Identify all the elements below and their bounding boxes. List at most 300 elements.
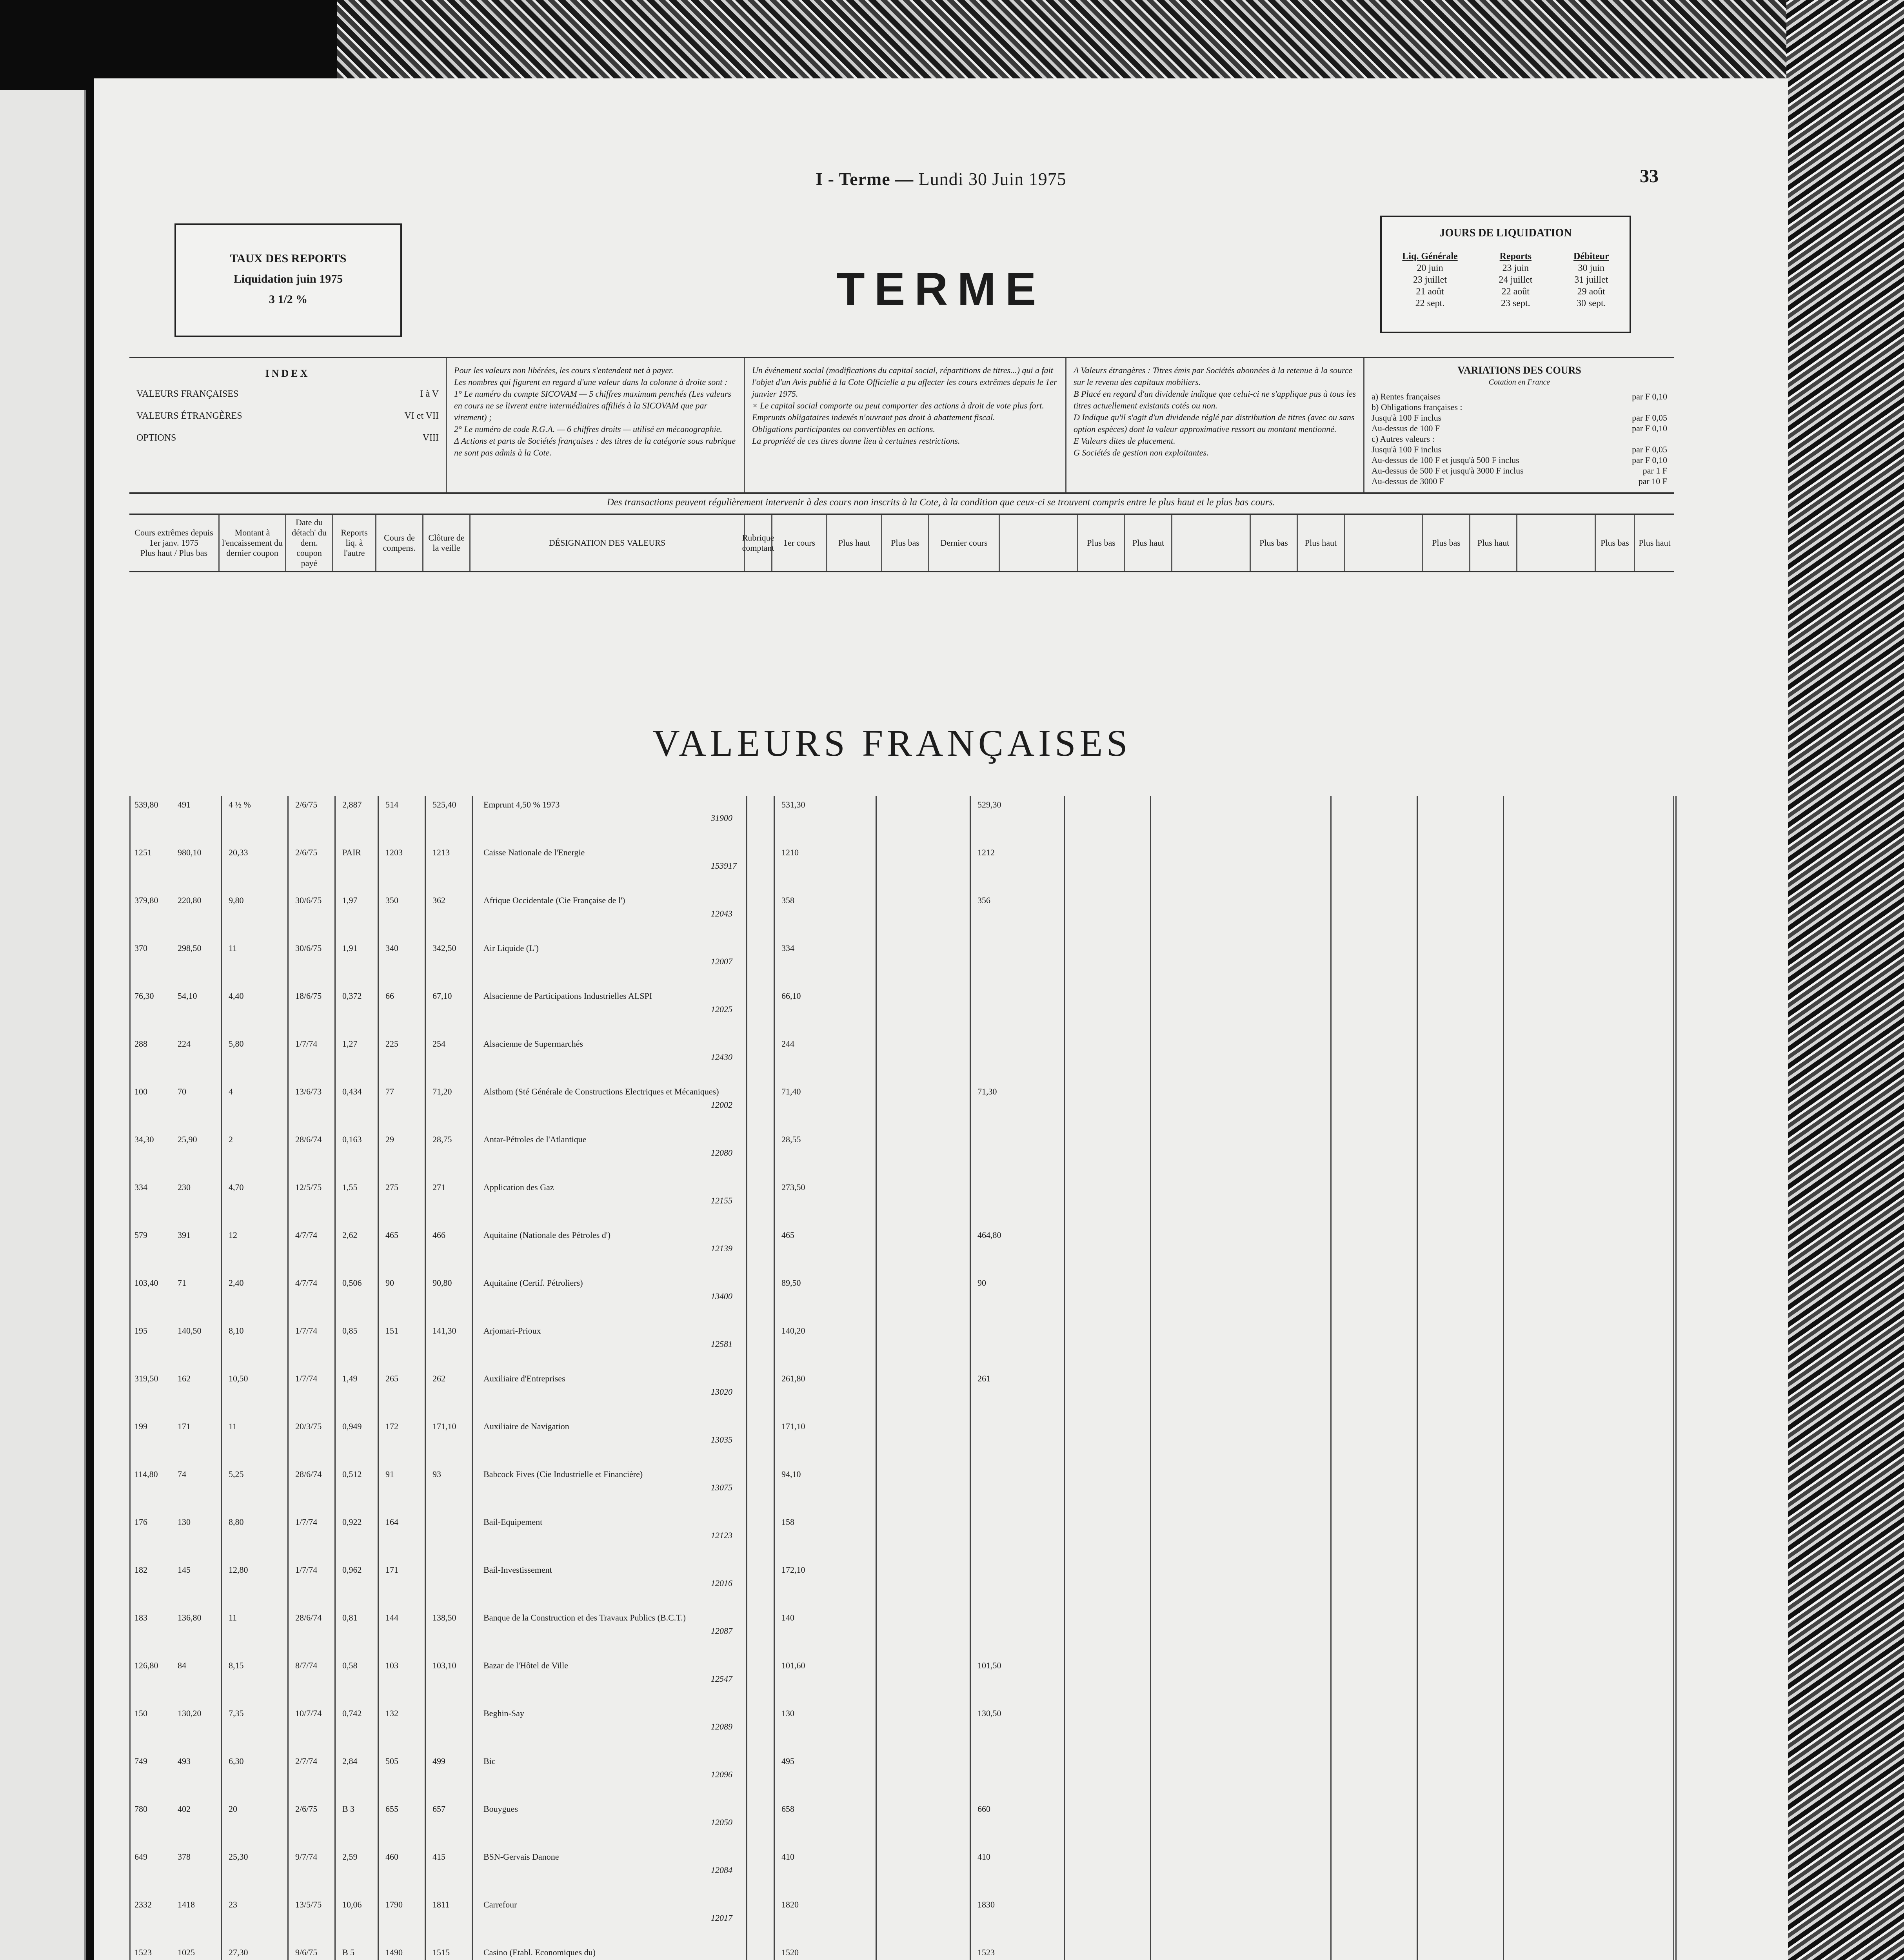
cell-code: 12002 <box>711 1100 732 1110</box>
page-title: TERME <box>836 263 1046 315</box>
binding-pattern-right <box>1786 0 1904 1960</box>
cell-name: BSN-Gervais Danone <box>483 1852 559 1862</box>
cell-comp: 1790 <box>385 1900 403 1909</box>
cell-coupon: 20 <box>229 1804 237 1814</box>
cell-name: Alsacienne de Supermarchés <box>483 1039 583 1049</box>
cell-clo: 525,40 <box>432 800 456 809</box>
table-row <box>131 1563 1673 1606</box>
cell-last: 261 <box>977 1374 990 1383</box>
cell-clo: 28,75 <box>432 1134 452 1144</box>
cell-last: 356 <box>977 895 990 905</box>
cell-date: 28/6/74 <box>295 1613 322 1622</box>
header-montant: Montant à l'encaissement du dernier coupon <box>220 515 286 571</box>
cell-code: 13020 <box>711 1387 732 1397</box>
cell-name: Banque de la Construction et des Travaux Publics (B.C.T.) <box>483 1613 686 1622</box>
cell-ph: 2332 <box>134 1900 152 1909</box>
cell-pb: 402 <box>178 1804 191 1814</box>
cell-pb: 220,80 <box>178 895 202 905</box>
cell-last: 410 <box>977 1852 990 1862</box>
cell-comp: 103 <box>385 1661 398 1670</box>
cell-c1: 358 <box>781 895 794 905</box>
cell-rep: 2,62 <box>342 1230 358 1240</box>
table-row <box>131 1849 1673 1893</box>
cell-date: 2/7/74 <box>295 1756 318 1766</box>
cell-pb: 25,90 <box>178 1134 197 1144</box>
liquidation-days-box <box>1380 216 1631 333</box>
cell-c1: 158 <box>781 1517 794 1527</box>
cell-coupon: 2 <box>229 1134 233 1144</box>
cell-c1: 1520 <box>781 1947 799 1957</box>
table-row <box>131 1658 1673 1702</box>
cell-rep: 1,91 <box>342 943 358 953</box>
table-row <box>131 1276 1673 1319</box>
cell-clo: 138,50 <box>432 1613 456 1622</box>
transactions-note: Des transactions peuvent régulièrement intervenir à des cours non inscrits à la Cote, à la condition que ceux-ci se trouvent compris entre le plus haut et le plus bas cours. <box>607 497 1275 508</box>
cell-name: Bouygues <box>483 1804 518 1814</box>
cell-rep: 0,962 <box>342 1565 362 1575</box>
cell-c1: 1210 <box>781 848 799 857</box>
cell-clo: 103,10 <box>432 1661 456 1670</box>
cell-pb: 130,20 <box>178 1708 202 1718</box>
header-pair-haut: Plus haut <box>1298 515 1345 571</box>
index-section: INDEX VALEURS FRANÇAISES I à V VALEURS ÉTRANGÈRES VI et VII OPTIONS VIII <box>129 358 447 492</box>
cell-clo: 254 <box>432 1039 445 1049</box>
cell-comp: 77 <box>385 1087 394 1096</box>
cell-coupon: 11 <box>229 943 237 953</box>
cell-comp: 655 <box>385 1804 398 1814</box>
cell-comp: 514 <box>385 800 398 809</box>
cell-date: 8/7/74 <box>295 1661 318 1670</box>
cell-pb: 224 <box>178 1039 191 1049</box>
cell-ph: 379,80 <box>134 895 158 905</box>
cell-coupon: 8,15 <box>229 1661 244 1670</box>
cell-coupon: 11 <box>229 1421 237 1431</box>
cell-code: 12430 <box>711 1052 732 1062</box>
cell-comp: 350 <box>385 895 398 905</box>
cell-rep: 1,97 <box>342 895 358 905</box>
liquidation-col: Débiteur 30 juin 31 juillet 29 août 30 sept. <box>1573 251 1609 309</box>
cell-c1: 273,50 <box>781 1182 805 1192</box>
cell-date: 12/5/75 <box>295 1182 322 1192</box>
cell-ph: 1251 <box>134 848 152 857</box>
cell-ph: 126,80 <box>134 1661 158 1670</box>
cell-clo: 342,50 <box>432 943 456 953</box>
cell-name: Babcock Fives (Cie Industrielle et Financière) <box>483 1469 643 1479</box>
index-item: OPTIONS VIII <box>136 433 439 443</box>
cell-c1: 658 <box>781 1804 794 1814</box>
header-pair-bas: Plus bas <box>1596 515 1635 571</box>
cell-pb: 84 <box>178 1661 186 1670</box>
cell-c1: 66,10 <box>781 991 801 1001</box>
cell-pb: 378 <box>178 1852 191 1862</box>
header-pair-haut: Plus haut <box>1125 515 1172 571</box>
cell-pb: 980,10 <box>178 848 202 857</box>
header-pair-bas: Plus bas <box>1251 515 1298 571</box>
cell-name: Aquitaine (Nationale des Pétroles d') <box>483 1230 611 1240</box>
header-premier-cours: 1er cours <box>772 515 827 571</box>
cell-clo: 499 <box>432 1756 445 1766</box>
cell-rep: B 3 <box>342 1804 355 1814</box>
section-title-wrap <box>592 721 1192 776</box>
cell-pb: 1418 <box>178 1900 195 1909</box>
cell-c1: 130 <box>781 1708 794 1718</box>
cell-c1: 261,80 <box>781 1374 805 1383</box>
header-compens: Cours de compens. <box>376 515 423 571</box>
cell-rep: 0,512 <box>342 1469 362 1479</box>
table-row <box>131 941 1673 985</box>
cell-ph: 176 <box>134 1517 147 1527</box>
cell-ph: 195 <box>134 1326 147 1336</box>
running-header: I - Terme — Lundi 30 Juin 1975 <box>816 169 1066 189</box>
cell-date: 2/6/75 <box>295 1804 318 1814</box>
table-row <box>131 1323 1673 1367</box>
header-plus-haut: Plus haut <box>827 515 882 571</box>
cell-pb: 74 <box>178 1469 186 1479</box>
cell-name: Aquitaine (Certif. Pétroliers) <box>483 1278 583 1288</box>
cell-code: 12080 <box>711 1148 732 1158</box>
cell-date: 1/7/74 <box>295 1039 318 1049</box>
binding-pattern-top <box>337 0 1788 90</box>
cell-rep: 1,49 <box>342 1374 358 1383</box>
cell-rep: 1,27 <box>342 1039 358 1049</box>
cell-pb: 171 <box>178 1421 191 1431</box>
cell-last: 130,50 <box>977 1708 1001 1718</box>
header-designation: DÉSIGNATION DES VALEURS <box>471 515 745 571</box>
cell-coupon: 4,70 <box>229 1182 244 1192</box>
cell-code: 12087 <box>711 1626 732 1636</box>
page-number: 33 <box>1640 166 1659 187</box>
cell-coupon: 2,40 <box>229 1278 244 1288</box>
cell-name: Air Liquide (L') <box>483 943 539 953</box>
cell-clo: 415 <box>432 1852 445 1862</box>
cell-ph: 649 <box>134 1852 147 1862</box>
cell-pb: 493 <box>178 1756 191 1766</box>
cell-ph: 114,80 <box>134 1469 158 1479</box>
table-row <box>131 989 1673 1033</box>
cell-date: 1/7/74 <box>295 1374 318 1383</box>
cell-ph: 370 <box>134 943 147 953</box>
cell-c1: 410 <box>781 1852 794 1862</box>
table-row <box>131 1228 1673 1272</box>
header-plus-bas: Plus bas <box>882 515 929 571</box>
cell-comp: 1490 <box>385 1947 403 1957</box>
cell-date: 30/6/75 <box>295 895 322 905</box>
cell-clo: 1811 <box>432 1900 450 1909</box>
cell-pb: 130 <box>178 1517 191 1527</box>
cell-rep: 2,84 <box>342 1756 358 1766</box>
table-row <box>131 1897 1673 1941</box>
quotes-table <box>129 796 1674 1960</box>
cell-coupon: 9,80 <box>229 895 244 905</box>
cell-name: Bail-Equipement <box>483 1517 543 1527</box>
cell-comp: 460 <box>385 1852 398 1862</box>
cell-date: 30/6/75 <box>295 943 322 953</box>
document-page <box>94 78 1788 1960</box>
cell-comp: 465 <box>385 1230 398 1240</box>
liquidation-title: JOURS DE LIQUIDATION <box>1439 227 1572 239</box>
table-row <box>131 1419 1673 1463</box>
header-spacer <box>1172 515 1251 571</box>
cell-last: 1212 <box>977 848 995 857</box>
cell-clo: 466 <box>432 1230 445 1240</box>
cell-code: 13400 <box>711 1291 732 1301</box>
cell-comp: 164 <box>385 1517 398 1527</box>
cell-ph: 749 <box>134 1756 147 1766</box>
cell-clo: 171,10 <box>432 1421 456 1431</box>
header-pair-bas: Plus bas <box>1078 515 1125 571</box>
cell-c1: 1820 <box>781 1900 799 1909</box>
liquidation-columns <box>1382 250 1630 309</box>
cell-code: 13075 <box>711 1483 732 1492</box>
cell-rep: 0,81 <box>342 1613 358 1622</box>
cell-comp: 66 <box>385 991 394 1001</box>
cell-coupon: 23 <box>229 1900 237 1909</box>
table-row <box>131 1036 1673 1080</box>
cell-date: 9/7/74 <box>295 1852 318 1862</box>
cell-date: 4/7/74 <box>295 1278 318 1288</box>
cell-comp: 132 <box>385 1708 398 1718</box>
cell-coupon: 20,33 <box>229 848 248 857</box>
cell-coupon: 4 <box>229 1087 233 1096</box>
cell-date: 1/7/74 <box>295 1517 318 1527</box>
cell-name: Carrefour <box>483 1900 517 1909</box>
cell-last: 1523 <box>977 1947 995 1957</box>
cell-code: 12581 <box>711 1339 732 1349</box>
cell-clo: 71,20 <box>432 1087 452 1096</box>
table-row <box>131 1802 1673 1846</box>
cell-coupon: 12,80 <box>229 1565 248 1575</box>
cell-rep: 0,742 <box>342 1708 362 1718</box>
cell-code: 12007 <box>711 956 732 966</box>
cell-pb: 140,50 <box>178 1326 202 1336</box>
cell-rep: 0,506 <box>342 1278 362 1288</box>
cell-clo: 262 <box>432 1374 445 1383</box>
header-spacer <box>1000 515 1078 571</box>
cell-last: 101,50 <box>977 1661 1001 1670</box>
cell-clo: 362 <box>432 895 445 905</box>
cell-code: 12084 <box>711 1865 732 1875</box>
cell-ph: 150 <box>134 1708 147 1718</box>
cell-ph: 780 <box>134 1804 147 1814</box>
cell-c1: 495 <box>781 1756 794 1766</box>
liquidation-col: Reports 23 juin 24 juillet 22 août 23 sept. <box>1499 251 1533 309</box>
cell-date: 10/7/74 <box>295 1708 322 1718</box>
cell-date: 9/6/75 <box>295 1947 318 1957</box>
cell-coupon: 10,50 <box>229 1374 248 1383</box>
cell-comp: 171 <box>385 1565 398 1575</box>
cell-ph: 199 <box>134 1421 147 1431</box>
cell-pb: 230 <box>178 1182 191 1192</box>
cell-date: 20/3/75 <box>295 1421 322 1431</box>
cell-rep: PAIR <box>342 848 362 857</box>
cell-rep: 0,372 <box>342 991 362 1001</box>
table-header <box>129 514 1674 572</box>
cell-code: 12017 <box>711 1913 732 1923</box>
cell-comp: 505 <box>385 1756 398 1766</box>
header-date: Date du détach' du dern. coupon payé <box>286 515 333 571</box>
table-row <box>131 1180 1673 1224</box>
table-row <box>131 1515 1673 1559</box>
cell-comp: 151 <box>385 1326 398 1336</box>
table-row <box>131 1084 1673 1128</box>
table-row <box>131 845 1673 889</box>
cell-code: 12043 <box>711 909 732 918</box>
reports-rate: 3 1/2 % <box>269 293 308 306</box>
page-date: Lundi 30 Juin 1975 <box>918 169 1066 189</box>
cell-name: Bazar de l'Hôtel de Ville <box>483 1661 569 1670</box>
cell-name: Alsacienne de Participations Industrielles ALSPI <box>483 991 652 1001</box>
cell-ph: 319,50 <box>134 1374 158 1383</box>
table-row <box>131 1945 1673 1960</box>
header-extremes: Cours extrêmes depuis 1er janv. 1975 Plus haut / Plus bas <box>129 515 220 571</box>
cell-name: Application des Gaz <box>483 1182 554 1192</box>
cell-ph: 34,30 <box>134 1134 154 1144</box>
cell-rep: 0,949 <box>342 1421 362 1431</box>
cell-pb: 298,50 <box>178 943 202 953</box>
cell-code: 12016 <box>711 1578 732 1588</box>
cell-comp: 29 <box>385 1134 394 1144</box>
cell-date: 18/6/75 <box>295 991 322 1001</box>
header-pair-bas: Plus bas <box>1423 515 1470 571</box>
cell-code: 12139 <box>711 1243 732 1253</box>
cell-last: 464,80 <box>977 1230 1001 1240</box>
cell-c1: 71,40 <box>781 1087 801 1096</box>
cell-pb: 54,10 <box>178 991 197 1001</box>
cell-coupon: 8,80 <box>229 1517 244 1527</box>
cell-coupon: 27,30 <box>229 1947 248 1957</box>
cell-c1: 334 <box>781 943 794 953</box>
cell-name: Afrique Occidentale (Cie Française de l') <box>483 895 625 905</box>
cell-code: 13035 <box>711 1435 732 1445</box>
cell-date: 13/5/75 <box>295 1900 322 1909</box>
section-title: VALEURS FRANÇAISES <box>652 722 1132 764</box>
price-variations: VARIATIONS DES COURS Cotation en France a) Rentes françaises par F 0,10 b) Obligations françaises : Jusqu'à 100 F inclus par F 0,05 Au-dessus de 100 F par F 0,10 c) Autres valeurs : Jusqu'à 100 F inclus par F 0,05 Au-dessus de 100 F et jusqu'à 500 F inclus par F 0,10 Au-dessus de 500 F et jusqu'à 3000 F inclus par 1 F Au-dessus de 3000 F par 10 F <box>1372 365 1667 486</box>
cell-comp: 340 <box>385 943 398 953</box>
cell-pb: 70 <box>178 1087 186 1096</box>
cell-rep: 0,434 <box>342 1087 362 1096</box>
cell-rep: 0,85 <box>342 1326 358 1336</box>
cell-rep: 0,163 <box>342 1134 362 1144</box>
cell-date: 2/6/75 <box>295 800 318 809</box>
cell-pb: 1025 <box>178 1947 195 1957</box>
cell-code: 12096 <box>711 1769 732 1779</box>
cell-ph: 334 <box>134 1182 147 1192</box>
header-spacer <box>1517 515 1596 571</box>
cell-date: 28/6/74 <box>295 1469 322 1479</box>
cell-c1: 28,55 <box>781 1134 801 1144</box>
cell-coupon: 25,30 <box>229 1852 248 1862</box>
cell-c1: 101,60 <box>781 1661 805 1670</box>
cell-name: Arjomari-Prioux <box>483 1326 541 1336</box>
reports-title: TAUX DES REPORTS <box>230 252 347 265</box>
cell-ph: 76,30 <box>134 991 154 1001</box>
cell-c1: 171,10 <box>781 1421 805 1431</box>
reports-subtitle: Liquidation juin 1975 <box>233 272 343 285</box>
cell-name: Antar-Pétroles de l'Atlantique <box>483 1134 587 1144</box>
table-row <box>131 1132 1673 1176</box>
header-reports: Reports liq. à l'autre <box>333 515 376 571</box>
cell-date: 1/7/74 <box>295 1326 318 1336</box>
cell-ph: 539,80 <box>134 800 158 809</box>
cell-rep: B 5 <box>342 1947 355 1957</box>
cell-last: 529,30 <box>977 800 1001 809</box>
cell-name: Auxiliaire d'Entreprises <box>483 1374 565 1383</box>
table-row <box>131 1706 1673 1750</box>
cell-rep: 0,922 <box>342 1517 362 1527</box>
cell-code: 12547 <box>711 1674 732 1684</box>
cell-date: 1/7/74 <box>295 1565 318 1575</box>
cell-code: 12050 <box>711 1817 732 1827</box>
cell-name: Beghin-Say <box>483 1708 524 1718</box>
cell-ph: 103,40 <box>134 1278 158 1288</box>
cell-clo: 67,10 <box>432 991 452 1001</box>
cell-name: Bail-Investissement <box>483 1565 552 1575</box>
cell-name: Bic <box>483 1756 496 1766</box>
cell-c1: 465 <box>781 1230 794 1240</box>
table-row <box>131 1467 1673 1511</box>
cell-name: Emprunt 4,50 % 1973 <box>483 800 560 809</box>
cell-last: 71,30 <box>977 1087 997 1096</box>
cell-comp: 225 <box>385 1039 398 1049</box>
cell-coupon: 4,40 <box>229 991 244 1001</box>
cell-comp: 265 <box>385 1374 398 1383</box>
table-row <box>131 893 1673 937</box>
table-row <box>131 1371 1673 1415</box>
header-rubrique: Rubrique comptant <box>745 515 772 571</box>
cell-c1: 172,10 <box>781 1565 805 1575</box>
cell-c1: 140 <box>781 1613 794 1622</box>
cell-comp: 90 <box>385 1278 394 1288</box>
notes-column-1: Pour les valeurs non libérées, les cours s'entendent net à payer. Les nombres qui figurent en regard d'une valeur dans la colonne à droite sont : 1° Le numéro du compte SICOVAM — 5 chiffres maximum penchés (Les valeurs en cours ne se livrent entre intermédiaires affiliés à la SICOVAM que par virement) ; 2° Le numéro de code R.G.A. — 6 chiffres droits — utilisé en mécanographie. Δ Actions et parts de Sociétés françaises : des titres de la catégorie sous rubrique ne sont pas admis à la Cote. <box>447 358 745 492</box>
cell-code: 31900 <box>711 813 732 823</box>
cell-code: 12025 <box>711 1004 732 1014</box>
cell-code: 12155 <box>711 1196 732 1205</box>
cell-pb: 136,80 <box>178 1613 202 1622</box>
cell-c1: 531,30 <box>781 800 805 809</box>
cell-clo: 93 <box>432 1469 441 1479</box>
cell-clo: 271 <box>432 1182 445 1192</box>
cell-pb: 145 <box>178 1565 191 1575</box>
cell-pb: 391 <box>178 1230 191 1240</box>
cell-c1: 89,50 <box>781 1278 801 1288</box>
header-spacer <box>1345 515 1423 571</box>
index-item: VALEURS FRANÇAISES I à V <box>136 389 439 399</box>
cell-pb: 491 <box>178 800 191 809</box>
cell-c1: 94,10 <box>781 1469 801 1479</box>
cell-coupon: 7,35 <box>229 1708 244 1718</box>
cell-coupon: 12 <box>229 1230 237 1240</box>
cell-code: 12123 <box>711 1530 732 1540</box>
cell-ph: 579 <box>134 1230 147 1240</box>
cell-clo: 1213 <box>432 848 450 857</box>
cell-pb: 162 <box>178 1374 191 1383</box>
cell-comp: 1203 <box>385 848 403 857</box>
cell-clo: 657 <box>432 1804 445 1814</box>
cell-rep: 2,887 <box>342 800 362 809</box>
cell-comp: 144 <box>385 1613 398 1622</box>
cell-rep: 0,58 <box>342 1661 358 1670</box>
cell-coupon: 6,30 <box>229 1756 244 1766</box>
table-row <box>131 797 1673 841</box>
cell-comp: 275 <box>385 1182 398 1192</box>
cell-comp: 91 <box>385 1469 394 1479</box>
section-header: I - Terme <box>816 169 890 189</box>
cell-ph: 1523 <box>134 1947 152 1957</box>
cell-clo: 141,30 <box>432 1326 456 1336</box>
cell-code: 12089 <box>711 1722 732 1731</box>
header-pair-haut: Plus haut <box>1470 515 1517 571</box>
facing-page-edge <box>0 90 86 1960</box>
